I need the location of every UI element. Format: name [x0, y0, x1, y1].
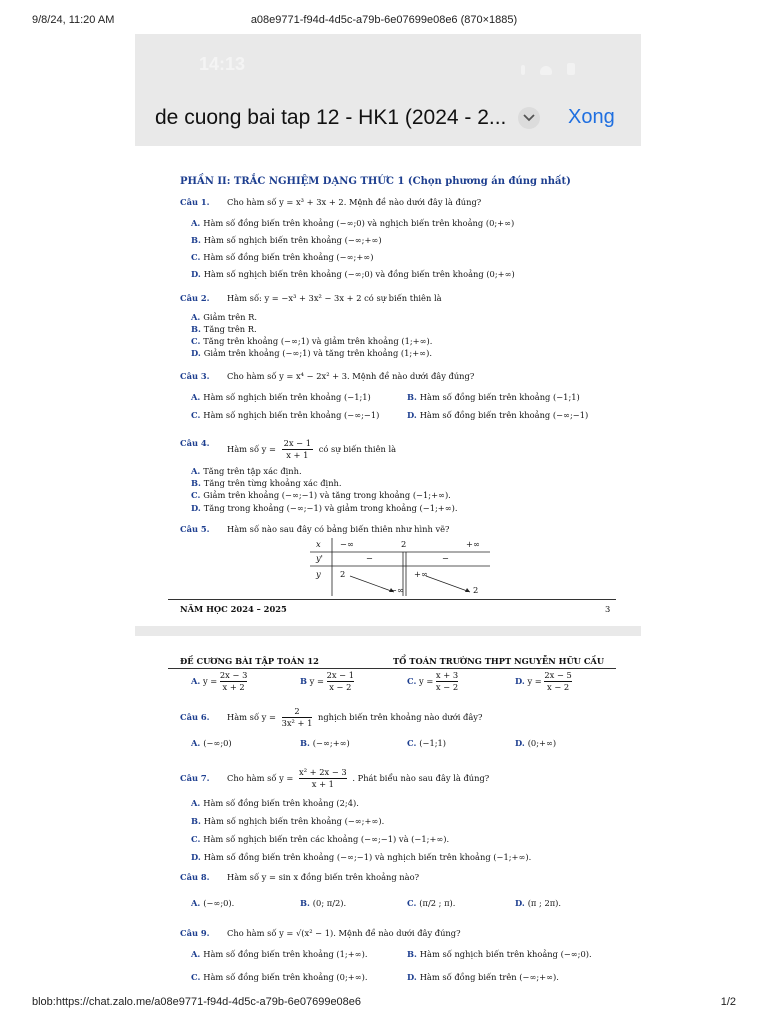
option-c: C. Hàm số nghịch biến trên các khoảng (−∞;−1) và (−1;+∞). — [191, 834, 450, 844]
question-label: Câu 2. — [180, 293, 210, 303]
question-label: Câu 7. — [180, 773, 210, 783]
option-c: C. Hàm số đồng biến trên khoảng (0;+∞). — [191, 972, 368, 982]
signal-icon — [521, 65, 525, 75]
wifi-icon — [540, 66, 552, 75]
option-c: C. Hàm số đồng biến trên khoảng (−∞;+∞) — [191, 252, 374, 262]
option-d: D. Hàm số đồng biến trên khoảng (−∞;−1) — [407, 410, 589, 420]
option-b: B. Hàm số nghịch biến trên khoảng (−∞;0). — [407, 949, 592, 959]
option-b: B. (0; π/2). — [300, 898, 347, 908]
option-a: A. Giảm trên R. — [191, 312, 258, 322]
option-d: D. y = $\frac{2x - 5}{x - 2}$ — [515, 670, 572, 692]
option-d: D. Hàm số đồng biến trên khoảng (−∞;−1) và nghịch biến trên khoảng (−1;+∞). — [191, 852, 532, 862]
question-text: Cho hàm số y = x⁴ − 2x² + 3. Mệnh đề nào dưới đây đúng? — [227, 371, 475, 381]
table-x-value: −∞ — [340, 539, 354, 549]
table-x-value: 2 — [401, 539, 407, 549]
table-y-value: 2 — [340, 569, 346, 579]
question-text: Cho hàm số y = x³ + 3x + 2. Mệnh đề nào dưới đây là đúng? — [227, 197, 482, 207]
question-label: Câu 9. — [180, 928, 210, 938]
option-b: B. (−∞;+∞) — [300, 738, 350, 748]
option-d: D. Tăng trong khoảng (−∞;−1) và giảm trong khoảng (−1;+∞). — [191, 503, 458, 513]
table-x-label: x — [316, 539, 321, 549]
option-a: A. Hàm số đồng biến trên khoảng (1;+∞). — [191, 949, 368, 959]
option-a: A. Hàm số đồng biến trên khoảng (2;4). — [191, 798, 359, 808]
status-time: 14:13 — [199, 54, 246, 74]
option-a: A. (−∞;0) — [191, 738, 232, 748]
phone-screen — [135, 34, 641, 990]
option-d: D. Hàm số nghịch biến trên khoảng (−∞;0) và đồng biến trên khoảng (0;+∞) — [191, 269, 515, 279]
option-d: D. (0;+∞) — [515, 738, 557, 748]
question-text: Hàm số y = sin x đồng biến trên khoảng nào? — [227, 872, 420, 882]
question-text: Hàm số: y = −x³ + 3x² − 3x + 2 có sự biến thiên là — [227, 293, 442, 303]
question-label: Câu 6. — [180, 712, 210, 722]
option-c: C. Giảm trên khoảng (−∞;−1) và tăng trong khoảng (−1;+∞). — [191, 490, 451, 500]
chevron-down-icon — [523, 114, 535, 122]
option-b: B. Hàm số nghịch biến trên khoảng (−∞;+∞). — [191, 816, 385, 826]
nav-bar — [135, 86, 641, 148]
page-number: 3 — [605, 604, 611, 614]
page-header-right: TỔ TOÁN TRƯỜNG THPT NGUYỄN HỮU CẦU — [393, 656, 605, 666]
question-label: Câu 5. — [180, 524, 210, 534]
option-a: A. (−∞;0). — [191, 898, 235, 908]
print-page-number: 1/2 — [720, 996, 736, 1008]
document-title: de cuong bai tap 12 - HK1 (2024 - 2... — [155, 106, 507, 129]
title-dropdown-button[interactable] — [518, 107, 540, 129]
section-title: PHẦN II: TRẮC NGHIỆM DẠNG THỨC 1 (Chọn phương án đúng nhất) — [180, 176, 571, 187]
table-x-value: +∞ — [466, 539, 480, 549]
document-page-1 — [135, 146, 641, 626]
option-b: B. Tăng trên R. — [191, 324, 257, 334]
option-a: A. Hàm số đồng biến trên khoảng (−∞;0) và nghịch biến trên khoảng (0;+∞) — [191, 218, 515, 228]
print-url: blob:https://chat.zalo.me/a08e9771-f94d-4d5c-a79b-6e07699e08e6 — [32, 996, 362, 1008]
table-y-label: y — [316, 569, 321, 579]
question-label: Câu 1. — [180, 197, 210, 207]
question-text: Cho hàm số y = $\frac{\text{x² + 2x − 3}}{x + 1}$ . Phát biểu nào sau đây là đúng? — [227, 767, 490, 789]
option-d: D. Giảm trên khoảng (−∞;1) và tăng trên khoảng (1;+∞). — [191, 348, 432, 358]
question-label: Câu 3. — [180, 371, 210, 381]
option-b: B y = $\frac{2x - 1}{x - 2}$ — [300, 670, 355, 692]
page-footer-year: NĂM HỌC 2024 – 2025 — [180, 604, 287, 614]
page-header-left: ĐỀ CƯƠNG BÀI TẬP TOÁN 12 — [180, 656, 319, 666]
table-yp-label: y' — [316, 553, 323, 563]
table-yp-sign: − — [366, 553, 373, 563]
option-b: B. Hàm số nghịch biến trên khoảng (−∞;+∞) — [191, 235, 382, 245]
print-footer — [0, 996, 768, 1012]
option-c: C. Hàm số nghịch biến trên khoảng (−∞;−1) — [191, 410, 380, 420]
page-header-rule — [168, 668, 616, 669]
question-text: Hàm số y = $\frac{2x - 1}{x + 1}$ có sự biến thiên là — [227, 438, 397, 460]
print-header — [0, 14, 768, 30]
question-text: Hàm số y = $\frac{2}{\text{3x² + 1}}$ nghịch biến trên khoảng nào dưới đây? — [227, 706, 483, 728]
option-c: C. y = $\frac{x + 3}{x - 2}$ — [407, 670, 459, 692]
option-a: A. y = $\frac{2x - 3}{x + 2}$ — [191, 670, 248, 692]
table-y-value: −∞ — [390, 585, 404, 595]
table-yp-sign: − — [442, 553, 449, 563]
question-text: Hàm số nào sau đây có bảng biến thiên như hình vẽ? — [227, 524, 450, 534]
done-button[interactable]: Xong — [568, 106, 615, 128]
option-b: B. Hàm số đồng biến trên khoảng (−1;1) — [407, 392, 580, 402]
option-a: A. Tăng trên tập xác định. — [191, 466, 302, 476]
page-footer-rule — [168, 599, 616, 600]
option-c: C. Tăng trên khoảng (−∞;1) và giảm trên khoảng (1;+∞). — [191, 336, 433, 346]
status-icons — [511, 56, 581, 70]
print-datetime: 9/8/24, 11:20 AM — [32, 14, 115, 26]
option-a: A. Hàm số nghịch biến trên khoảng (−1;1) — [191, 392, 371, 402]
variation-table — [310, 538, 490, 596]
question-label: Câu 4. — [180, 438, 210, 448]
table-y-value: 2 — [473, 585, 479, 595]
option-d: D. Hàm số đồng biến trên (−∞;+∞). — [407, 972, 559, 982]
table-y-value: +∞ — [414, 569, 428, 579]
battery-icon — [567, 63, 575, 75]
document-page-2 — [135, 636, 641, 990]
option-c: C. (π/2 ; π). — [407, 898, 456, 908]
option-c: C. (−1;1) — [407, 738, 447, 748]
option-d: D. (π ; 2π). — [515, 898, 562, 908]
option-b: B. Tăng trên từng khoảng xác định. — [191, 478, 342, 488]
question-label: Câu 8. — [180, 872, 210, 882]
status-bar — [135, 34, 641, 86]
question-text: Cho hàm số y = √(x² − 1). Mệnh đề nào dưới đây đúng? — [227, 928, 461, 938]
print-doc-title: a08e9771-f94d-4d5c-a79b-6e07699e08e6 (870×1885) — [250, 14, 518, 26]
